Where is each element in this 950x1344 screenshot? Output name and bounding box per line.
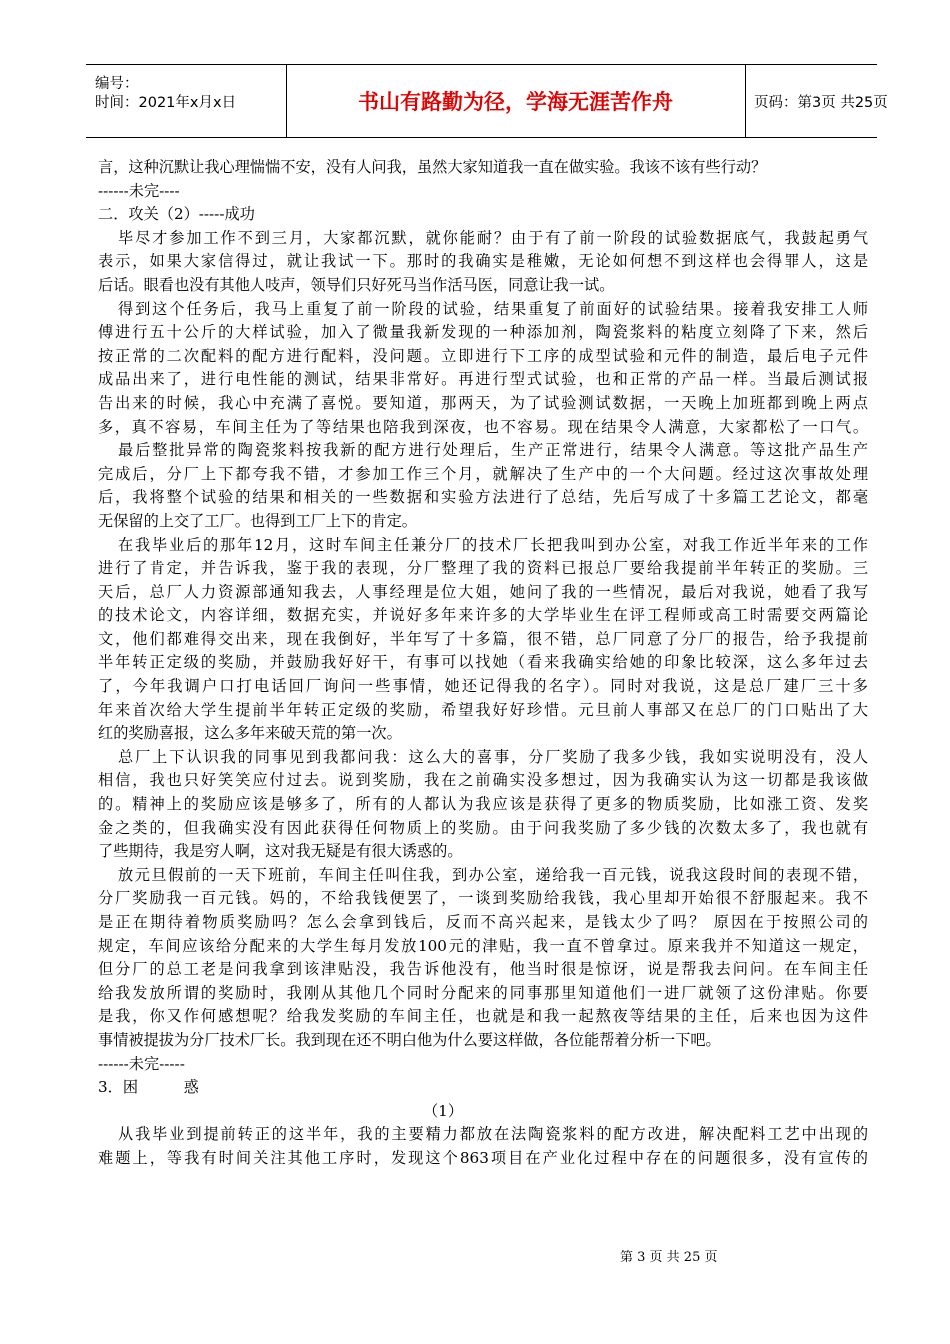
- text-line: 表示，如果大家信得过，就让我试一下。那时的我确实是稚嫩，无论如何想不到这样也会得罪人，这是: [98, 252, 868, 271]
- text-line: 3．困 惑: [98, 1078, 199, 1097]
- text-line: 二．攻关（2）-----成功: [98, 205, 255, 224]
- text-line: 最后整批异常的陶瓷浆料按我新的配方进行处理后，生产正常进行，结果令人满意。等这批产品生产: [118, 441, 868, 460]
- text-line: 年来首次给大学生提前半年转正定级的奖励，希望我好好珍惜。元旦前人事部又在总厂的门口贴出了大: [98, 700, 868, 719]
- header-table: [86, 64, 888, 138]
- text-line: 进行了肯定，并告诉我，鉴于我的表现，分厂整理了我的资料已报总厂要给我提前半年转正的奖励。三: [98, 559, 868, 578]
- text-line: 成品出来了，进行电性能的测试，结果非常好。再进行型式试验，也和正常的产品一样。当最后测试报: [98, 370, 868, 389]
- text-line: 告出来的时候，我心中充满了喜悦。要知道，那两天，为了试验测试数据，一天晚上加班都到晚上两点: [98, 393, 868, 412]
- text-line: 给我发放所谓的奖励时，我刚从其他几个同时分配来的同事那里知道他们一进厂就领了这份津贴。你要: [98, 983, 868, 1002]
- text-line: 难题上，等我有时间关注其他工序时，发现这个863项目在产业化过程中存在的问题很多，没有宣传的: [98, 1148, 868, 1167]
- header-meta: [86, 65, 286, 137]
- text-line: 放元旦假前的一天下班前，车间主任叫住我，到办公室，递给我一百元钱，说我这段时间的表现不错，: [118, 865, 868, 884]
- text-line: 的。精神上的奖励应该是够多了，所有的人都认为我应该是获得了更多的物质奖励，比如涨工资、发奖: [98, 795, 868, 814]
- text-line: 在我毕业后的那年12月，这时车间主任兼分厂的技术厂长把我叫到办公室，对我工作近半年来的工作: [118, 535, 868, 554]
- text-line: 傅进行五十公斤的大样试验，加入了微量我新发现的一种添加剂，陶瓷浆料的粘度立刻降了下来，然后: [98, 323, 868, 342]
- header-motto: 书山有路勤为径，学海无涯苦作舟: [358, 90, 673, 114]
- text-line: 从我毕业到提前转正的这半年，我的主要精力都放在法陶瓷浆料的配方改进，解决配料工艺中出现的: [118, 1125, 868, 1144]
- header-number-label: 编号：: [95, 76, 139, 92]
- text-line: 分厂奖励我一百元钱。妈的，不给我钱便罢了，一谈到奖励给我钱，我心里却开始很不舒服起来。我不: [98, 889, 868, 908]
- text-line: 的技术论文，内容详细，数据充实，并说好多年来许多的大学毕业生在评工程师或高工时需要交两篇论: [98, 606, 868, 625]
- text-line: 按正常的二次配料的配方进行配料，没问题。立即进行下工序的成型试验和元件的制造，最后电子元件: [98, 346, 868, 365]
- text-line: 规定，车间应该给分配来的大学生每月发放100元的津贴，我一直不曾拿过。原来我并不知道这一规定，: [98, 936, 868, 955]
- text-line: 是我，你又作何感想呢？给我发奖励的车间主任，也就是和我一起熬夜等结果的主任，后来也因为这件: [98, 1007, 868, 1026]
- text-line: 多，真不容易，车间主任为了等结果也陪我到深夜，也不容易。现在结果令人满意，大家都松了一口气。: [98, 417, 868, 436]
- text-line: 事情被提拔为分厂技术厂长。我到现在还不明白他为什么要这样做，各位能帮着分析一下吧。: [98, 1030, 721, 1049]
- text-line: 言，这种沉默让我心理惴惴不安，没有人问我，虽然大家知道我一直在做实验。我该不该有些行动？: [98, 158, 767, 176]
- text-line: 了些期待，我是穷人啊，这对我无疑是有很大诱惑的。: [98, 842, 463, 861]
- text-line: 完成后，分厂上下都夸我不错，才参加工作三个月，就解决了生产中的一个大问题。经过这次事故处理: [98, 464, 868, 483]
- text-line: 了，今年我调户口打电话回厂询问一些事情，她还记得我的名字）。同时对我说，这是总厂建厂三十多: [98, 677, 868, 696]
- text-line: 金之类的，但我确实没有因此获得任何物质上的奖励。由于问我奖励了多少钱的次数太多了，我也就有: [98, 818, 868, 837]
- text-line: 文，他们都难得交出来，现在我倒好，半年写了十多篇，很不错，总厂同意了分厂的报告，给予我提前: [98, 629, 868, 648]
- text-line: 无保留的上交了工厂。也得到工厂上下的肯定。: [98, 511, 417, 530]
- header-page-info: 页码：第3页 共25页: [754, 94, 888, 111]
- text-line: 红的奖励喜报，这么多年来破天荒的第一次。: [98, 724, 402, 743]
- header-time: 时间：2021年x月x日: [95, 95, 237, 111]
- text-line: 毕尽才参加工作不到三月，大家都沉默，就你能耐？由于有了前一阶段的试验数据底气，我鼓起勇气: [118, 228, 868, 247]
- text-line: ------未完----: [98, 181, 180, 200]
- text-line: 得到这个任务后，我马上重复了前一阶段的试验，结果重复了前面好的试验结果。接着我安排工人师: [118, 299, 868, 318]
- document-body: [98, 156, 868, 1171]
- text-line: 但分厂的总工老是问我拿到该津贴没，我告诉他没有，他当时很是惊讶，说是帮我去问问。在车间主任: [98, 960, 868, 979]
- text-line: 总厂上下认识我的同事见到我都问我：这么大的喜事，分厂奖励了我多少钱，我如实说明没有，没人: [118, 747, 868, 766]
- text-line: 是正在期待着物质奖励吗？怎么会拿到钱后，反而不高兴起来，是钱太少了吗？ 原因在于按照公司的: [98, 913, 868, 931]
- page-footer: 第 3 页 共 25 页: [620, 1250, 718, 1265]
- text-line: 半年转正定级的奖励，并鼓励我好好干，有事可以找她（看来我确实给她的印象比较深，这么多年过去: [98, 653, 868, 672]
- text-line: 天后，总厂人力资源部通知我去，人事经理是位大姐，她问了我的一些情况，最后对我说，她看了我写: [98, 582, 868, 601]
- text-line: （1）: [422, 1101, 464, 1120]
- text-line: ------未完-----: [98, 1054, 185, 1073]
- text-line: 相信，我也只好笑笑应付过去。说到奖励，我在之前确实没多想过，因为我确实认为这一切都是我该做: [98, 771, 868, 790]
- text-line: 后，我将整个试验的结果和相关的一些数据和实验方法进行了总结，先后写成了十多篇工艺论文，都毫: [98, 488, 868, 507]
- text-line: 后话。眼看也没有其他人吱声，领导们只好死马当作活马医，同意让我一试。: [98, 275, 615, 294]
